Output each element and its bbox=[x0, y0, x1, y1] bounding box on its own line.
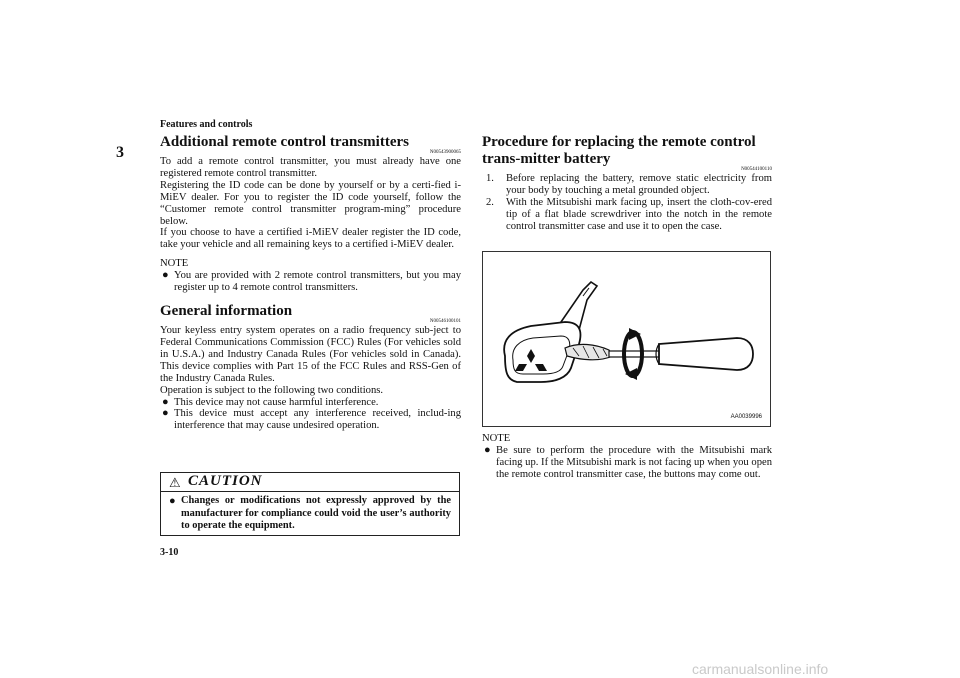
list-item-text: This device may not cause harmful interference. bbox=[174, 396, 379, 408]
caution-text: Changes or modifications not expressly approved by the manufacturer for compliance could void the user’s authority to operate the equipment. bbox=[181, 495, 451, 531]
chapter-tab: 3 bbox=[116, 144, 124, 161]
caution-title: CAUTION bbox=[188, 473, 263, 489]
list-item bbox=[160, 408, 461, 432]
note-text: You are provided with 2 remote control transmitters, but you may register up to 4 remote control transmitters. bbox=[174, 270, 461, 294]
paragraph: If you choose to have a certified i-MiEV dealer register the ID code, take your vehicle and all remaining keys to a certified i-MiEV dealer. bbox=[160, 227, 461, 251]
caution-item bbox=[167, 495, 451, 533]
left-column bbox=[160, 134, 461, 432]
section-header: Features and controls bbox=[160, 119, 253, 130]
section-code: N00546100101 bbox=[429, 319, 461, 325]
bullet-icon: ● bbox=[162, 407, 169, 420]
step-text: With the Mitsubishi mark facing up, insert the cloth-cov-ered tip of a flat blade screwdriver into the notch in the remote control transmitter case and use it to open the case. bbox=[506, 196, 772, 232]
note-label: NOTE bbox=[160, 258, 189, 270]
caution-header bbox=[161, 473, 459, 492]
figure-code: AA0039996 bbox=[730, 414, 762, 420]
heading-additional-transmitters: Additional remote control transmitters bbox=[160, 134, 409, 150]
section-code: N00544100110 bbox=[741, 167, 772, 172]
paragraph: Your keyless entry system operates on a radio frequency sub-ject to Federal Communications Commission (FCC) Rules (For vehicles sold in U.S.A.) and Industry Canada Rules (For vehicles sold in Canada). This device complies with Part 15 of the FCC Rules and RSS-Gen of the Industry Canada Rules. bbox=[160, 325, 461, 384]
step-item bbox=[482, 173, 772, 197]
key-screwdriver-illustration bbox=[483, 252, 770, 426]
note-text: Be sure to perform the procedure with the Mitsubishi mark facing up. If the Mitsubishi mark is not facing up when you open the remote control transmitter case, the buttons may come out. bbox=[496, 445, 772, 480]
bullet-icon: ● bbox=[484, 444, 491, 456]
paragraph: To add a remote control transmitter, you must already have one registered remote control transmitter. bbox=[160, 156, 461, 179]
step-number: 1. bbox=[486, 173, 494, 184]
heading-battery-replacement: Procedure for replacing the remote control trans-mitter battery bbox=[482, 134, 756, 167]
bullet-icon: ● bbox=[162, 395, 169, 408]
section-code: N00543900065 bbox=[429, 150, 461, 155]
step-number: 2. bbox=[486, 196, 494, 208]
illustration-figure bbox=[482, 251, 771, 427]
watermark: carmanualsonline.info bbox=[692, 661, 829, 677]
step-item bbox=[482, 197, 772, 233]
warning-triangle-icon: ⚠ bbox=[169, 475, 181, 490]
note-item bbox=[482, 445, 772, 481]
paragraph: Operation is subject to the following two conditions. bbox=[160, 384, 384, 396]
paragraph: Registering the ID code can be done by yourself or by a certi-fied i-MiEV dealer. For you to register the ID code yourself, follow the “Customer remote control transmitter program-ming” procedure below. bbox=[160, 179, 461, 227]
note-label: NOTE bbox=[482, 433, 511, 444]
bullet-icon: ● bbox=[162, 269, 169, 282]
page-number: 3-10 bbox=[160, 547, 179, 558]
list-item bbox=[160, 397, 461, 409]
step-text: Before replacing the battery, remove static electricity from your body by touching a metal grounded object. bbox=[506, 173, 772, 196]
heading-general-information: General information bbox=[160, 303, 293, 320]
list-item-text: This device must accept any interference received, includ-ing interference that may cause undesired operation. bbox=[174, 408, 461, 432]
caution-box bbox=[160, 472, 460, 536]
right-column bbox=[482, 134, 772, 233]
bullet-icon: ● bbox=[169, 495, 176, 507]
right-note bbox=[482, 433, 772, 481]
note-item bbox=[160, 270, 461, 294]
